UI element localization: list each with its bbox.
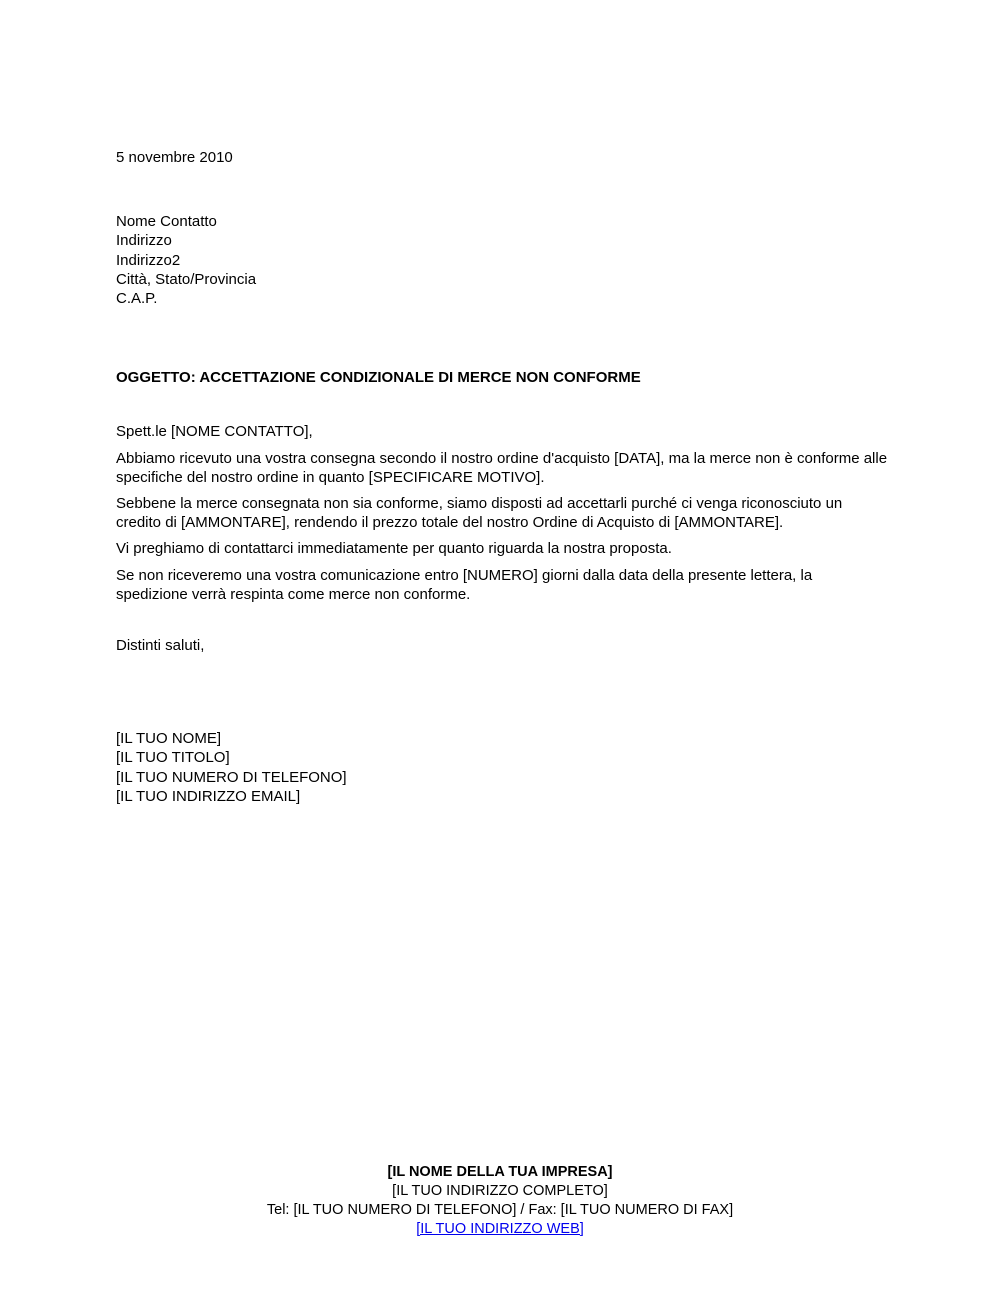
spacer-body-closing (116, 604, 888, 636)
recipient-name: Nome Contatto (116, 213, 217, 231)
letter-greeting: Spett.le [NOME CONTATTO], (116, 423, 313, 441)
recipient-address-block (116, 212, 888, 308)
spacer-paragraph-2 (116, 532, 888, 539)
footer-contact: Tel: [IL TUO NUMERO DI TELEFONO] / Fax: [IL TUO NUMERO DI FAX] (266, 1202, 734, 1218)
recipient-city-state: Città, Stato/Provincia (116, 270, 257, 288)
recipient-address-1: Indirizzo (116, 232, 172, 250)
spacer-paragraph-1 (116, 487, 888, 494)
footer-website-link[interactable]: [IL TUO INDIRIZZO WEB] (416, 1221, 584, 1237)
letter-paragraph-3: Vi preghiamo di contattarci immediatamente per quanto riguarda la nostra proposta. (116, 540, 672, 558)
spacer-date-address (116, 167, 888, 212)
spacer-closing-signature (116, 655, 888, 729)
signature-block (116, 729, 888, 806)
signature-name: [IL TUO NOME] (116, 730, 222, 748)
letter-subject: OGGETTO: ACCETTAZIONE CONDIZIONALE DI MERCE NON CONFORME (116, 369, 641, 387)
letter-body (116, 148, 888, 806)
letter-paragraph-1: Abbiamo ricevuto una vostra consegna secondo il nostro ordine d'acquisto [DATA], ma la merce non è conforme alle specifiche del nostro ordine in quanto [SPECIFICARE MOTIVO]. (116, 449, 888, 486)
footer-website-line (0, 1220, 1000, 1239)
spacer-subject-greeting (116, 387, 888, 422)
signature-phone: [IL TUO NUMERO DI TELEFONO] (116, 768, 347, 786)
letter-paragraph-2: Sebbene la merce consegnata non sia conforme, siamo disposti ad accettarli purché ci venga riconosciuto un credito di [AMMONTARE], rendendo il prezzo totale del nostro Ordine di Acquisto di [AMMONTARE]. (116, 495, 843, 532)
spacer-greeting-body (116, 442, 888, 449)
letter-date: 5 novembre 2010 (116, 149, 233, 166)
letter-closing: Distinti saluti, (116, 637, 205, 655)
letter-paragraph-4: Se non riceveremo una vostra comunicazione entro [NUMERO] giorni dalla data della presente lettera, la spedizione verrà respinta come merce non conforme. (116, 566, 813, 603)
footer-company-name: [IL NOME DELLA TUA IMPRESA] (387, 1164, 613, 1180)
spacer-paragraph-3 (116, 559, 888, 566)
spacer-address-subject (116, 308, 888, 368)
recipient-postal-code: C.A.P. (116, 290, 158, 308)
footer-address: [IL TUO INDIRIZZO COMPLETO] (392, 1183, 608, 1199)
signature-email: [IL TUO INDIRIZZO EMAIL] (116, 787, 301, 805)
recipient-address-2: Indirizzo2 (116, 251, 181, 269)
signature-title: [IL TUO TITOLO] (116, 749, 230, 767)
page-footer (0, 1163, 1000, 1239)
